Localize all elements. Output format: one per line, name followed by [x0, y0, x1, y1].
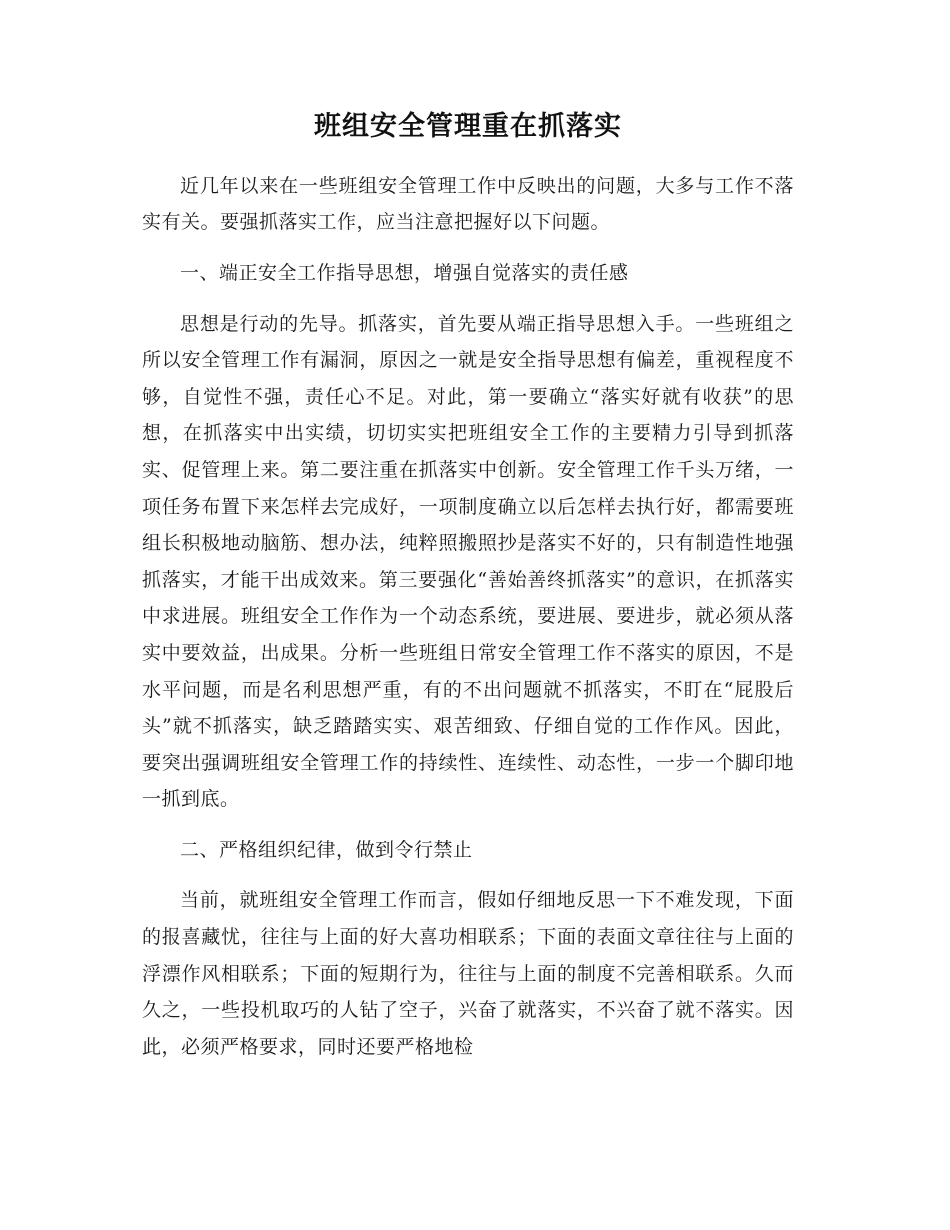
section-2-paragraph: 当前，就班组安全管理工作而言，假如仔细地反思一下不难发现，下面的报喜藏忧，往往与上面的好大喜功相联系；下面的表面文章往往与上面的浮漂作风相联系；下面的短期行为，往往与上面的制度不完善相联系。久而久之，一些投机取巧的人钻了空子，兴奋了就落实，不兴奋了就不落实。因此，必须严格要求，同时还要严格地检 — [142, 889, 794, 1058]
document-title: 班组安全管理重在抓落实 — [314, 111, 622, 142]
section-heading-1: 一、端正安全工作指导思想，增强自觉落实的责任感 — [180, 261, 629, 284]
section-1-paragraph: 思想是行动的先导。抓落实，首先要从端正指导思想入手。一些班组之所以安全管理工作有漏洞，原因之一就是安全指导思想有偏差，重视程度不够，自觉性不强，责任心不足。对此，第一要确立“落实好就有收获”的思想，在抓落实中出实绩，切切实实把班组安全工作的主要精力引导到抓落实、促管理上来。第二要注重在抓落实中创新。安全管理工作千头万绪，一项任务布置下来怎样去完成好，一项制度确立以后怎样去执行好，都需要班组长积极地动脑筋、想办法，纯粹照搬照抄是落实不好的，只有制造性地强抓落实，才能干出成效来。第三要强化“善始善终抓落实”的意识，在抓落实中求进展。班组安全工作作为一个动态系统，要进展、要进步，就必须从落实中要效益，出成果。分析一些班组日常安全管理工作不落实的原因，不是水平问题，而是名利思想严重，有的不出问题就不抓落实，不盯在“屁股后头”就不抓落实，缺乏踏踏实实、艰苦细致、仔细自觉的工作作风。因此，要突出强调班组安全管理工作的持续性、连续性、动态性，一步一个脚印地一抓到底。 — [142, 312, 794, 811]
intro-paragraph: 近几年以来在一些班组安全管理工作中反映出的问题，大多与工作不落实有关。要强抓落实工作，应当注意把握好以下问题。 — [142, 174, 794, 234]
section-heading-2: 二、严格组织纪律，做到令行禁止 — [180, 838, 473, 861]
document-page — [142, 108, 794, 1079]
